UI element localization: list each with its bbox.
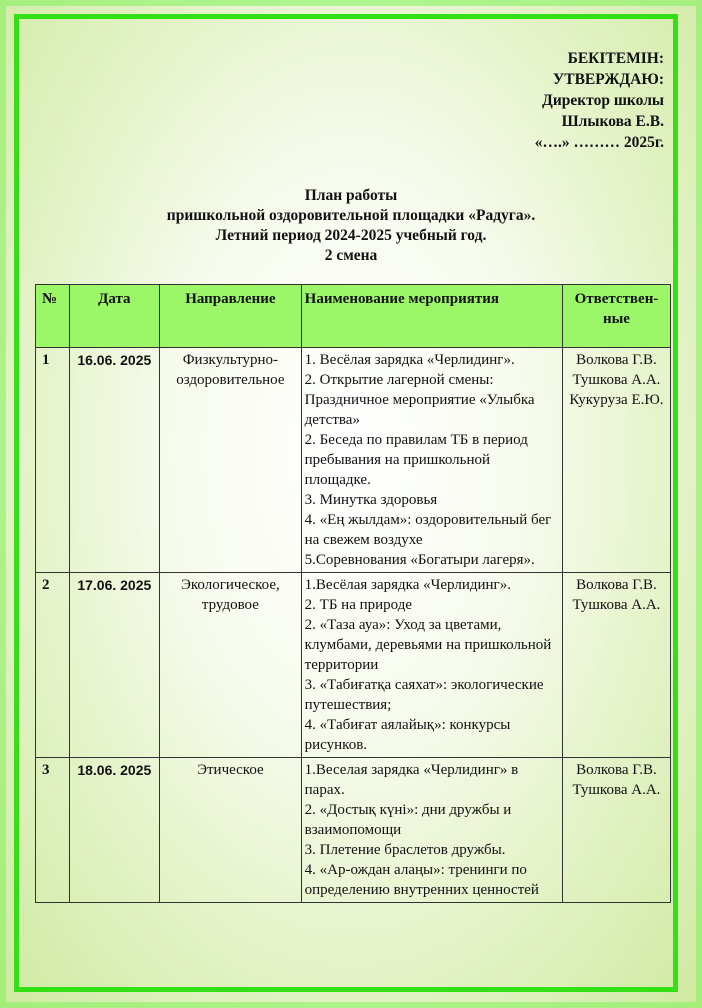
header-num: №: [36, 285, 70, 348]
header-date: Дата: [69, 285, 160, 348]
event-item: 1. Весёлая зарядка «Черлидинг».: [304, 352, 515, 368]
row-responsible: [562, 758, 670, 903]
event-item: 5.Соревнования «Богатыри лагеря».: [304, 552, 535, 568]
responsible-person: Тушкова А.А.: [572, 372, 661, 388]
schedule-table: [35, 284, 671, 903]
row-number: 3: [36, 758, 70, 903]
title-line: Летний период 2024-2025 учебный год.: [215, 227, 487, 244]
event-item: 3. Плетение браслетов дружбы.: [304, 842, 506, 858]
row-date: 17.06. 2025: [69, 573, 160, 758]
approval-line: Шлыкова Е.В.: [561, 113, 664, 130]
header-responsible: Ответствен-ные: [562, 285, 670, 348]
approval-line: БЕКІТЕМІН:: [567, 50, 664, 67]
event-item: 2. Открытие лагерной смены: Праздничное мероприятие «Улыбка детства»: [304, 372, 535, 428]
table-header-row: [36, 285, 671, 348]
responsible-person: Волкова Г.В.: [576, 577, 657, 593]
row-date: 18.06. 2025: [69, 758, 160, 903]
document-title: [0, 186, 702, 266]
row-events: [301, 573, 562, 758]
row-events: [301, 348, 562, 573]
row-direction: Физкультурно-оздоровительное: [160, 348, 302, 573]
event-item: 2. «Таза ауа»: Уход за цветами, клумбами, деревьями на пришкольной территории: [304, 617, 552, 673]
approval-block: [535, 48, 664, 153]
row-date: 16.06. 2025: [69, 348, 160, 573]
header-event-name: Наименование мероприятия: [301, 285, 562, 348]
event-item: 2. ТБ на природе: [304, 597, 413, 613]
title-line: 2 смена: [324, 247, 378, 264]
table-row: [36, 758, 671, 903]
row-number: 1: [36, 348, 70, 573]
event-item: 1.Весёлая зарядка «Черлидинг».: [304, 577, 511, 593]
event-item: 4. «Ар-ождан алаңы»: тренинги по определению внутренних ценностей: [304, 862, 539, 898]
row-number: 2: [36, 573, 70, 758]
title-line: пришкольной оздоровительной площадки «Радуга».: [166, 207, 536, 224]
header-direction: Направление: [160, 285, 302, 348]
approval-line: «….» ……… 2025г.: [534, 134, 664, 151]
table-row: [36, 573, 671, 758]
event-item: 4. «Табиғат аялайық»: конкурсы рисунков.: [304, 717, 511, 753]
responsible-person: Тушкова А.А.: [572, 597, 661, 613]
row-responsible: [562, 573, 670, 758]
event-item: 3. Минутка здоровья: [304, 492, 438, 508]
row-direction: Экологическое, трудовое: [160, 573, 302, 758]
event-item: 2. «Достық күні»: дни дружбы и взаимопомощи: [304, 802, 512, 838]
row-direction: Этическое: [160, 758, 302, 903]
table-body: [36, 348, 671, 903]
responsible-person: Тушкова А.А.: [572, 782, 661, 798]
event-item: 2. Беседа по правилам ТБ в период пребывания на пришкольной площадке.: [304, 432, 528, 488]
responsible-person: Кукуруза Е.Ю.: [569, 392, 664, 408]
title-line: План работы: [304, 187, 398, 204]
table-row: [36, 348, 671, 573]
responsible-person: Волкова Г.В.: [576, 762, 657, 778]
event-item: 4. «Ең жылдам»: оздоровительный бег на свежем воздухе: [304, 512, 552, 548]
approval-line: УТВЕРЖДАЮ:: [552, 71, 664, 88]
row-responsible: [562, 348, 670, 573]
row-events: [301, 758, 562, 903]
approval-line: Директор школы: [542, 92, 664, 109]
event-item: 3. «Табиғатқа саяхат»: экологические путешествия;: [304, 677, 544, 713]
responsible-person: Волкова Г.В.: [576, 352, 657, 368]
event-item: 1.Веселая зарядка «Черлидинг» в парах.: [304, 762, 519, 798]
